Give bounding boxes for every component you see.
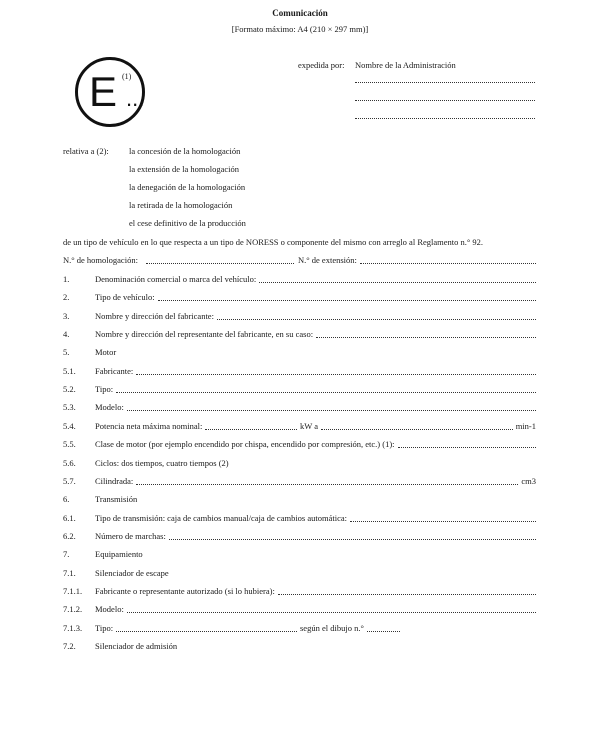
item-fill-line (158, 300, 536, 301)
item-number: 5.4. (63, 420, 76, 431)
relating-option-4: la retirada de la homologación (129, 200, 233, 210)
item-number: 5.5. (63, 439, 76, 450)
relating-option-2: la extensión de la homologación (129, 164, 239, 174)
intro-text: de un tipo de vehículo en lo que respecta a un tipo de NORESS o componente del mismo con arreglo al Reglamento n.° 92. (63, 237, 484, 247)
item-label: Ciclos: dos tiempos, cuatro tiempos (2) (95, 457, 229, 468)
item-number: 7.1.1. (63, 585, 83, 596)
item-label: Silenciador de escape (95, 567, 169, 578)
item-fill-line (321, 429, 513, 430)
item-number: 1. (63, 274, 70, 284)
item-mid-label: kW a (300, 420, 319, 431)
item-number: 7.1.2. (63, 604, 83, 615)
relating-option-1: la concesión de la homologación (129, 146, 241, 156)
relating-option-3: la denegación de la homologación (129, 182, 246, 192)
approval-no-line (146, 263, 294, 264)
item-label: Fabricante: (95, 365, 134, 376)
item-label: Nombre y dirección del representante del fabricante, en su caso: (95, 329, 314, 340)
issued-by-line-3 (355, 118, 535, 119)
mark-letter: E (89, 68, 118, 115)
item-fill-line (127, 612, 536, 613)
item-number: 6.1. (63, 512, 76, 523)
item-unit: cm3 (521, 475, 536, 486)
item-number: 5.7. (63, 475, 76, 486)
extension-no-line (360, 263, 536, 264)
issued-by-line-1 (355, 82, 535, 83)
item-label: Nombre y dirección del fabricante: (95, 310, 214, 321)
item-fill-line (278, 594, 536, 595)
item-number: 7.1. (63, 567, 76, 578)
issued-by-value: Nombre de la Administración (355, 60, 456, 70)
item-label: Transmisión (95, 494, 138, 505)
item-label: Cilindrada: (95, 475, 134, 486)
mark-dots: ... (126, 86, 145, 111)
item-number: 5.3. (63, 402, 76, 413)
item-label: Equipamiento (95, 549, 143, 560)
relating-label: relativa a (2): (63, 146, 109, 156)
approval-mark (75, 57, 145, 127)
item-fill-line (350, 521, 536, 522)
item-number: 4. (63, 329, 70, 340)
item-fill-line (116, 631, 297, 632)
extension-no-label: N.° de extensión: (298, 255, 357, 265)
item-number: 5. (63, 347, 70, 358)
item-number: 5.1. (63, 365, 76, 376)
item-label: Tipo: (95, 384, 114, 395)
item-number: 7.1.3. (63, 622, 83, 633)
item-label: Potencia neta máxima nominal: (95, 420, 203, 431)
item-label: Tipo de transmisión: caja de cambios manual/caja de cambios automática: (95, 512, 348, 523)
item-number: 7. (63, 549, 70, 560)
item-label: Silenciador de admisión (95, 641, 178, 651)
item-mid-label: según el dibujo n.° (300, 622, 364, 633)
item-label: Denominación comercial o marca del vehículo: (95, 274, 257, 284)
item-fill-line (169, 539, 536, 540)
item-number: 5.2. (63, 384, 76, 395)
item-unit: min-1 (515, 420, 536, 431)
item-label: Tipo: (95, 622, 114, 633)
item-number: 6.2. (63, 530, 76, 541)
document-title: Comunicación (272, 8, 328, 18)
approval-no-label: N.° de homologación: (63, 255, 138, 265)
item-label: Modelo: (95, 604, 124, 615)
item-number: 2. (63, 292, 70, 303)
mark-note: (1) (122, 72, 132, 81)
item-label: Motor (95, 347, 117, 358)
item-number: 3. (63, 310, 70, 321)
item-fill-line (127, 410, 536, 411)
item-label: Tipo de vehículo: (95, 292, 155, 303)
item-fill-line (136, 374, 536, 375)
item-fill-line (367, 631, 400, 632)
item-label: Fabricante o representante autorizado (si lo hubiera): (95, 585, 275, 596)
item-fill-line (316, 337, 536, 338)
item-fill-line (259, 282, 536, 283)
item-fill-line (398, 447, 536, 448)
item-label: Clase de motor (por ejemplo encendido por chispa, encendido por compresión, etc.) (1): (95, 439, 395, 450)
item-fill-line (116, 392, 536, 393)
issued-by-line-2 (355, 100, 535, 101)
format-note: [Formato máximo: A4 (210 × 297 mm)] (231, 24, 369, 34)
item-label: Número de marchas: (95, 530, 166, 541)
item-fill-line (217, 319, 536, 320)
relating-option-5: el cese definitivo de la producción (129, 218, 246, 228)
issued-by-label: expedida por: (298, 60, 345, 70)
item-number: 5.6. (63, 457, 76, 468)
item-number: 6. (63, 494, 70, 505)
item-label: Modelo: (95, 402, 124, 413)
item-fill-line (136, 484, 518, 485)
item-number: 7.2. (63, 641, 76, 651)
item-fill-line (205, 429, 297, 430)
